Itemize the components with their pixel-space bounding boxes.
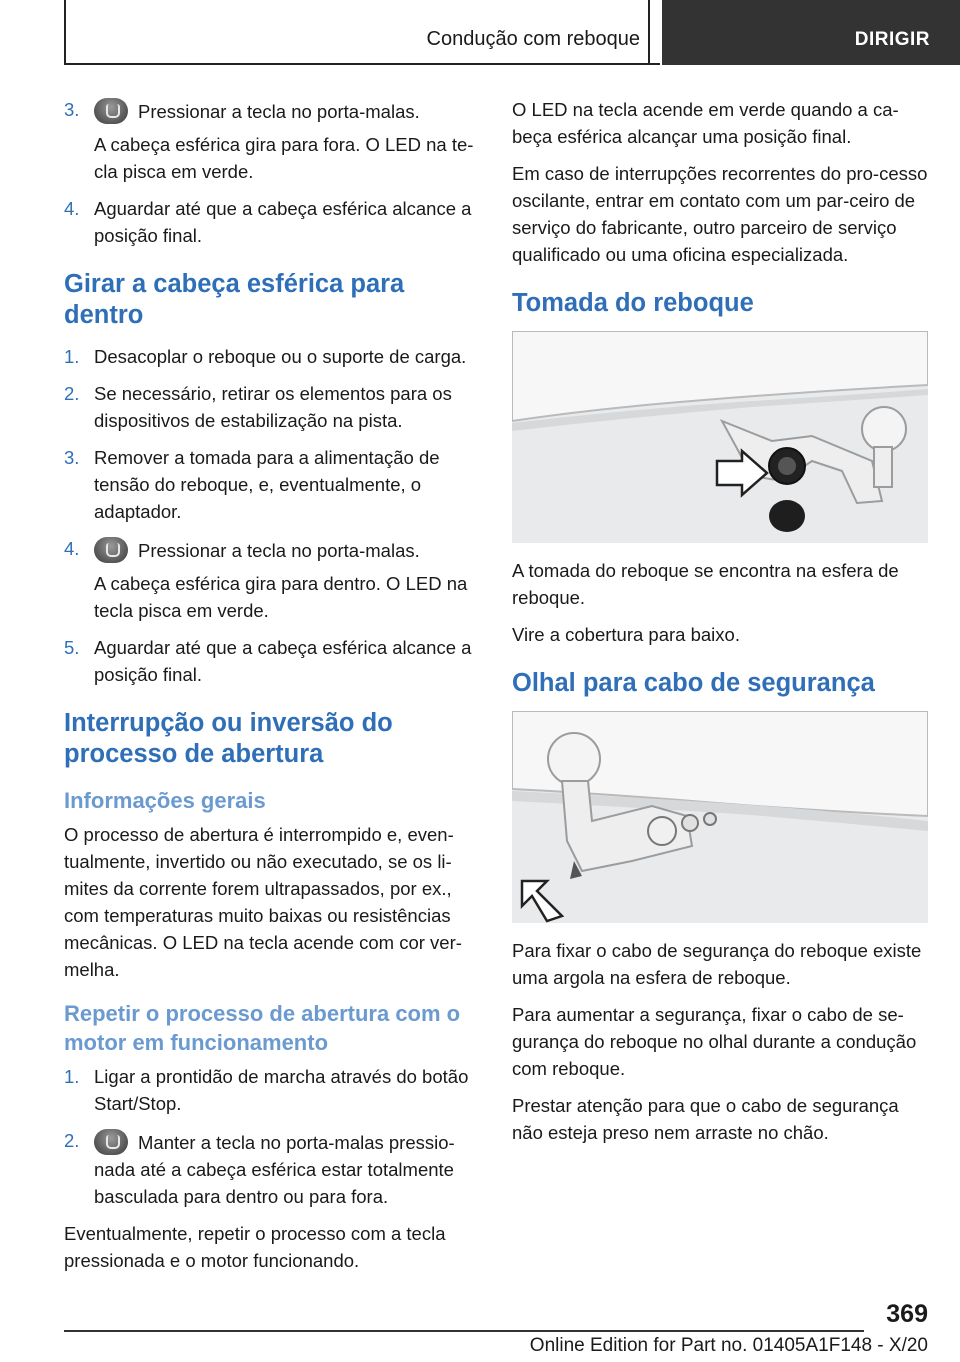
header-rule-bottom [64, 63, 660, 65]
step-text: Remover a tomada para a alimentação de tensão do reboque, e, eventualmente, o adaptador. [94, 447, 440, 522]
heading-interrupt: Interrupção ou inversão do processo de abertura [64, 709, 393, 768]
heading-safety-eye: Olhal para cabo de segurança [512, 669, 875, 697]
step-number: 2. [64, 383, 80, 404]
heading-rotate-in: Girar a cabeça esférica para dentro [64, 270, 405, 329]
step-number: 1. [64, 1066, 80, 1087]
step-number: 3. [64, 447, 80, 468]
trunk-button-icon [94, 537, 128, 563]
heading-repeat: Repetir o processo de abertura com o motor em funcionamento [64, 1001, 461, 1055]
step-number: 4. [64, 538, 80, 559]
led-paragraph: O LED na tecla acende em verde quando a ca-beça esférica alcançar uma posição final. [512, 99, 899, 147]
step-text: Aguardar até que a cabeça esférica alcance a posição final. [94, 198, 472, 246]
step-number: 5. [64, 637, 80, 658]
step-text: Ligar a prontidão de marcha através do botão Start/Stop. [94, 1066, 469, 1114]
service-paragraph: Em caso de interrupções recorrentes do pro-cesso oscilante, entrar em contato com um par-ceiro de serviço do fabricante, outro parceiro de serviço qualificado ou uma oficina especializada. [512, 163, 928, 265]
step-item [64, 380, 480, 434]
right-column [512, 96, 928, 1156]
socket-paragraph-location: A tomada do reboque se encontra na esfera de reboque. [512, 560, 899, 608]
header-rule-divider [648, 0, 650, 64]
step-number: 4. [64, 198, 80, 219]
eye-paragraph-safety: Para aumentar a segurança, fixar o cabo de se-gurança do reboque no olhal durante a condução com reboque. [512, 1004, 917, 1079]
step-item [64, 535, 480, 624]
eye-paragraph-purpose: Para fixar o cabo de segurança do reboque existe uma argola na esfera de reboque. [512, 940, 922, 988]
step-text: Se necessário, retirar os elementos para os dispositivos de estabilização na pista. [94, 383, 452, 431]
section-title: DIRIGIR [854, 29, 930, 50]
step-item [64, 96, 480, 185]
trunk-button-icon [94, 98, 128, 124]
step-number: 3. [64, 99, 80, 120]
step-item [64, 343, 480, 370]
trunk-button-icon [94, 1129, 128, 1155]
step-text: Pressionar a tecla no porta-malas. [138, 101, 420, 122]
step-item [64, 444, 480, 525]
step-item [64, 634, 480, 688]
safety-eye-illustration [512, 711, 928, 923]
step-item [64, 195, 480, 249]
header-rule-left [64, 0, 66, 64]
heading-socket: Tomada do reboque [512, 289, 754, 317]
chapter-title: Condução com reboque [426, 28, 640, 50]
socket-illustration [512, 331, 928, 543]
step-item [64, 1127, 480, 1210]
heading-general-info: Informações gerais [64, 788, 266, 813]
step-number: 1. [64, 346, 80, 367]
page-number: 369 [886, 1300, 928, 1328]
footer-rule [64, 1330, 864, 1332]
info-paragraph: O processo de abertura é interrompido e, even-tualmente, invertido ou não executado, se os li-mites da corrente forem ultrapassados, por ex., com temperaturas muito baixas ou resistências mecânicas. O LED na tecla acende com cor ver-melha. [64, 824, 462, 980]
socket-paragraph-cover: Vire a cobertura para baixo. [512, 624, 740, 645]
step-result: A cabeça esférica gira para dentro. O LED na tecla pisca em verde. [94, 573, 468, 621]
eye-paragraph-warning: Prestar atenção para que o cabo de segurança não esteja preso nem arraste no chão. [512, 1095, 899, 1143]
step-text: Pressionar a tecla no porta-malas. [138, 540, 420, 561]
edition-note: Online Edition for Part no. 01405A1F148 - X/20 [529, 1335, 928, 1356]
step-text: Aguardar até que a cabeça esférica alcance a posição final. [94, 637, 472, 685]
section-tab[interactable] [662, 0, 960, 65]
repeat-note: Eventualmente, repetir o processo com a tecla pressionada e o motor funcionando. [64, 1223, 446, 1271]
step-item [64, 1063, 480, 1117]
step-number: 2. [64, 1130, 80, 1151]
step-text: Manter a tecla no porta-malas pressio-nada até a cabeça esférica estar totalmente basculada para dentro ou para fora. [94, 1132, 455, 1207]
left-column [64, 96, 480, 1284]
step-text: Desacoplar o reboque ou o suporte de carga. [94, 346, 467, 367]
step-result: A cabeça esférica gira para fora. O LED na te-cla pisca em verde. [94, 134, 474, 182]
